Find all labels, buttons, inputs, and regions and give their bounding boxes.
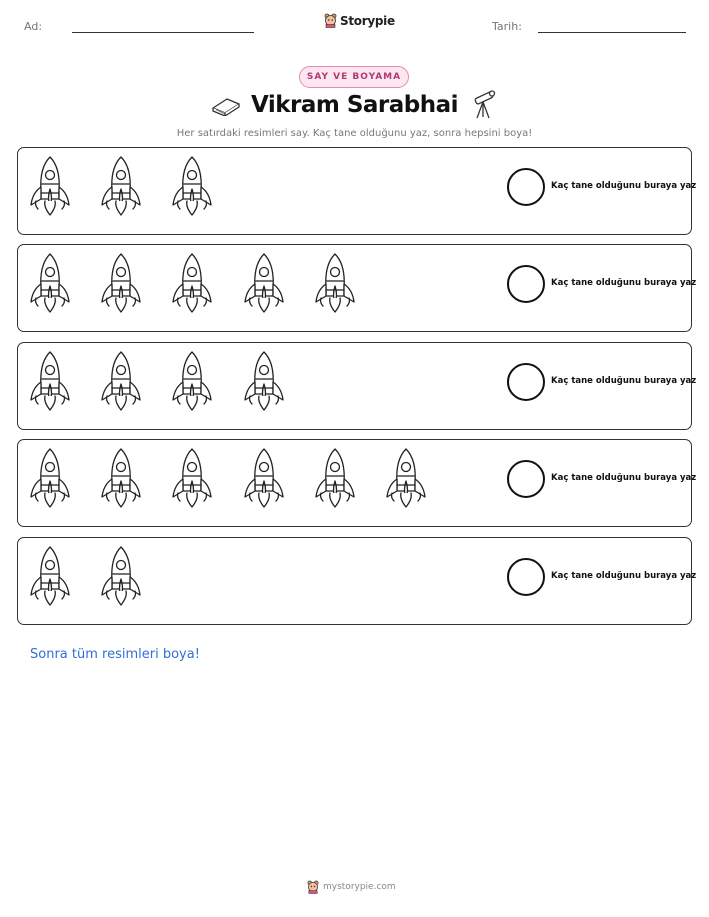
brand-name: Storypie [340,13,395,28]
telescope-icon [469,90,497,120]
activity-badge: SAY VE BOYAMA [299,66,409,88]
counting-row [17,244,697,332]
rocket-icon [170,155,214,217]
rocket-icon [99,447,143,509]
answer-circle[interactable] [507,460,545,498]
answer-prompt: Kaç tane olduğunu buraya yaz [551,376,697,386]
counting-row [17,439,697,527]
answer-circle[interactable] [507,363,545,401]
answer-circle[interactable] [507,168,545,206]
brand-logo [324,13,395,28]
rocket-icon [170,252,214,314]
rocket-icon [99,252,143,314]
page-title: Vikram Sarabhai [250,92,459,118]
rocket-icon [99,350,143,412]
rocket-icon [384,447,428,509]
instructions: Her satırdaki resimleri say. Kaç tane olduğunu yaz, sonra hepsini boya! [176,128,533,139]
storypie-logo-icon [324,13,337,28]
name-label: Ad: [24,20,43,33]
rocket-icon [313,252,357,314]
rocket-icon [28,252,72,314]
answer-circle[interactable] [507,265,545,303]
footer-site: mystorypie.com [323,882,396,892]
rocket-icon [99,155,143,217]
rocket-icon [28,545,72,607]
answer-prompt: Kaç tane olduğunu buraya yaz [551,181,697,191]
date-line[interactable] [538,32,686,33]
closing-note: Sonra tüm resimleri boya! [30,647,200,662]
rocket-icon [170,447,214,509]
rocket-icon [313,447,357,509]
rocket-icon [242,447,286,509]
rocket-icon [99,545,143,607]
storypie-logo-icon [307,880,319,894]
date-label: Tarih: [492,20,522,33]
rocket-icon [242,350,286,412]
counting-row [17,147,697,235]
footer [307,880,396,894]
counting-row [17,537,697,625]
answer-circle[interactable] [507,558,545,596]
answer-prompt: Kaç tane olduğunu buraya yaz [551,278,697,288]
counting-row [17,342,697,430]
rocket-icon [28,155,72,217]
rocket-icon [242,252,286,314]
rocket-icon [170,350,214,412]
name-line[interactable] [72,32,254,33]
answer-prompt: Kaç tane olduğunu buraya yaz [551,473,697,483]
rocket-icon [28,350,72,412]
rocket-icon [28,447,72,509]
answer-prompt: Kaç tane olduğunu buraya yaz [551,571,697,581]
